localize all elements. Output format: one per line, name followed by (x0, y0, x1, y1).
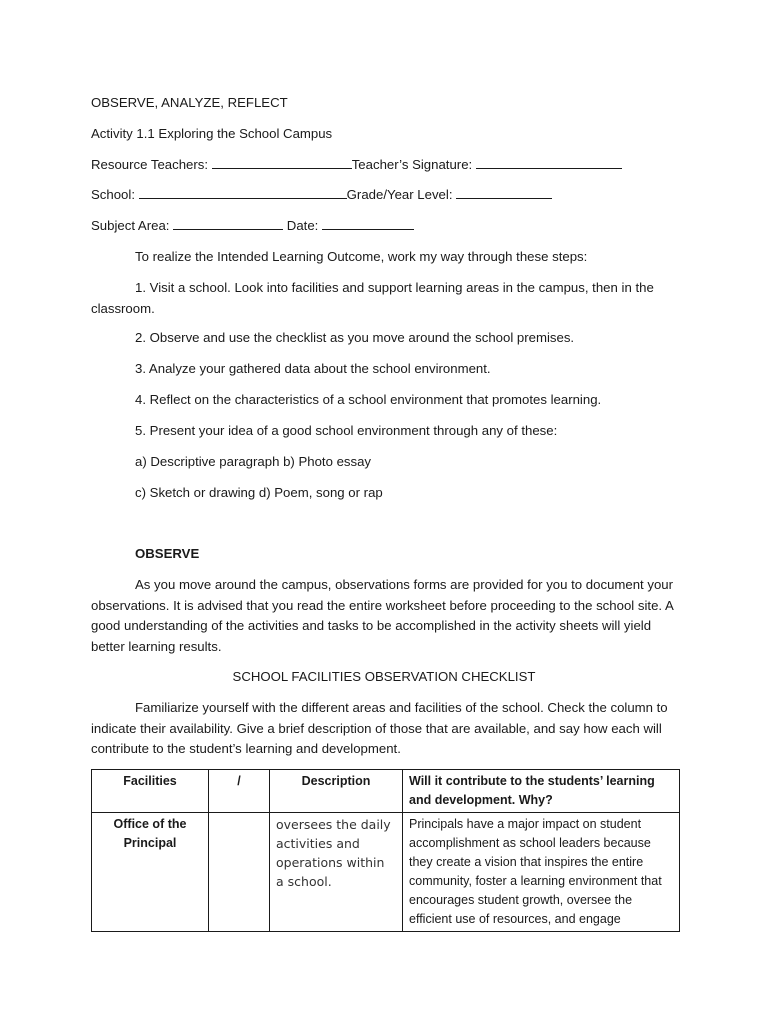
facilities-checklist-table (91, 769, 680, 932)
table-header-row (92, 770, 680, 813)
activity-title: Activity 1.1 Exploring the School Campus (91, 126, 333, 141)
subject-label: Subject Area: (91, 218, 170, 233)
option-a-b: a) Descriptive paragraph b) Photo essay (135, 454, 372, 469)
date-blank[interactable] (322, 216, 414, 230)
option-c-d: c) Sketch or drawing d) Poem, song or rap (135, 485, 383, 500)
subject-row (91, 216, 414, 237)
section-heading: OBSERVE, ANALYZE, REFLECT (91, 95, 288, 110)
column-header-check: / (209, 770, 270, 813)
teacher-row (91, 155, 622, 176)
facility-cell: Office of the Principal (92, 813, 209, 932)
observe-heading: OBSERVE (135, 546, 200, 561)
step-4: 4. Reflect on the characteristics of a school environment that promotes learning. (135, 392, 602, 407)
school-row (91, 185, 552, 206)
school-blank[interactable] (139, 185, 347, 199)
description-cell[interactable]: oversees the daily activities and operations within a school. (270, 813, 403, 932)
intro-text: To realize the Intended Learning Outcome, work my way through these steps: (135, 249, 588, 264)
signature-blank[interactable] (476, 155, 622, 169)
grade-blank[interactable] (456, 185, 552, 199)
school-label: School: (91, 187, 135, 202)
step-5: 5. Present your idea of a good school environment through any of these: (135, 423, 558, 438)
table-row (92, 813, 680, 932)
step-3: 3. Analyze your gathered data about the school environment. (135, 361, 491, 376)
availability-check-cell[interactable] (209, 813, 270, 932)
resource-teachers-blank[interactable] (212, 155, 352, 169)
resource-teachers-label: Resource Teachers: (91, 157, 209, 172)
date-label: Date: (286, 218, 319, 233)
step-1: 1. Visit a school. Look into facilities and support learning areas in the campus, then in the classroom. (91, 280, 654, 316)
step-2: 2. Observe and use the checklist as you move around the school premises. (135, 330, 575, 345)
subject-blank[interactable] (173, 216, 283, 230)
column-header-facilities: Facilities (92, 770, 209, 813)
contribution-cell[interactable]: Principals have a major impact on student accomplishment as school leaders because they create a vision that inspires the entire community, foster a learning environment that encourages student growth, oversee the efficient use of resources, and engage (403, 813, 680, 932)
checklist-instructions: Familiarize yourself with the different areas and facilities of the school. Check the column to indicate their availability. Give a brief description of those that are available, and say how each will contribute to the student’s learning and development. (91, 700, 668, 756)
grade-label: Grade/Year Level: (346, 187, 453, 202)
column-header-contribution: Will it contribute to the students’ learning and development. Why? (403, 770, 680, 813)
observe-paragraph: As you move around the campus, observations forms are provided for you to document your observations. It is advised that you read the entire worksheet before proceeding to the school site. A good understanding of the activities and tasks to be accomplished in the activity sheets will yield better learning results. (91, 577, 674, 654)
signature-label: Teacher’s Signature: (351, 157, 473, 172)
column-header-description: Description (270, 770, 403, 813)
checklist-title: SCHOOL FACILITIES OBSERVATION CHECKLIST (232, 669, 536, 684)
